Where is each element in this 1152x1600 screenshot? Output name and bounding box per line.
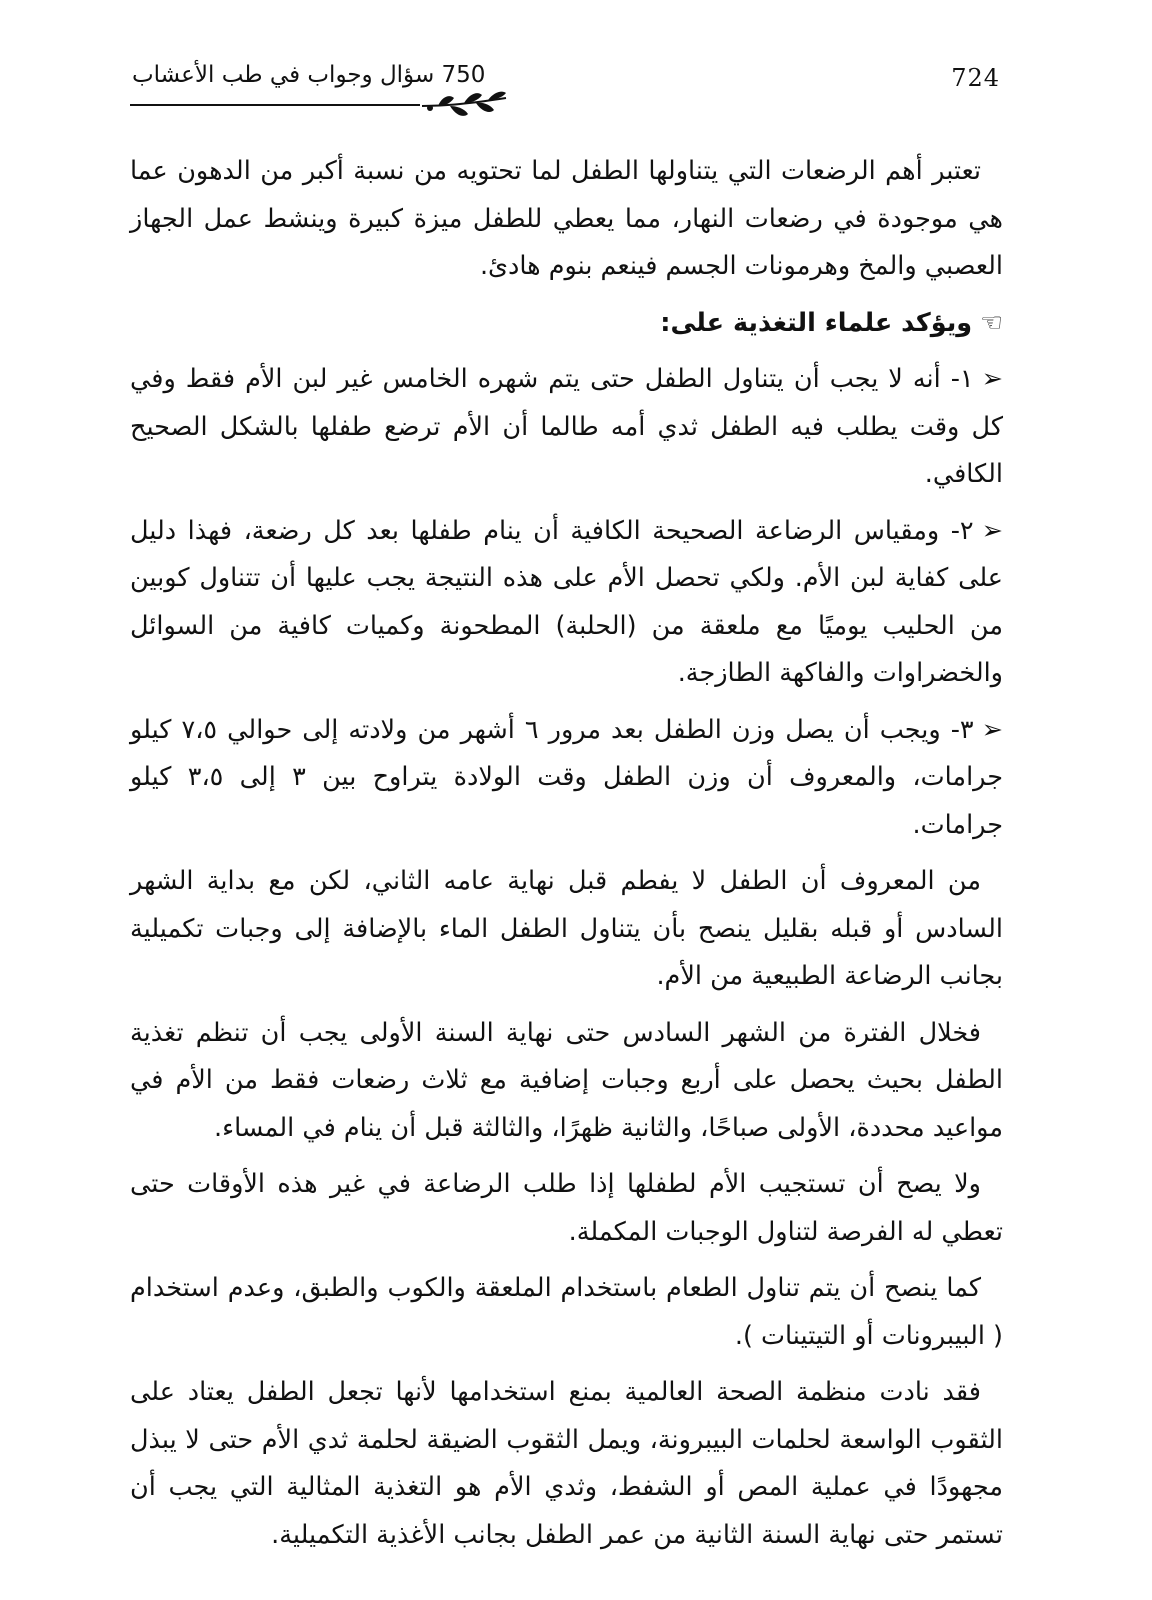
arrowhead-marker-icon: ➢ bbox=[981, 364, 1003, 394]
list-item-2 bbox=[130, 508, 1003, 698]
list-item-1-text: ١- أنه لا يجب أن يتناول الطفل حتى يتم شهره الخامس غير لبن الأم فقط وفي كل وقت يطلب فيه الطفل ثدي أمه طالما أن الأم ترضع طفلها بالشكل الصحيح الكافي. bbox=[130, 364, 1003, 489]
list-item-1 bbox=[130, 356, 1003, 499]
list-item-2-text: ٢- ومقياس الرضاعة الصحيحة الكافية أن ينام طفلها بعد كل رضعة، فهذا دليل على كفاية لبن الأم. ولكي تحصل الأم على هذه النتيجة يجب عليها أن تتناول كوبين من الحليب يوميًا مع ملعقة من (الحلبة) المطحونة وكميات كافية من السوائل والخضراوات والفاكهة الطازجة. bbox=[130, 515, 1003, 688]
paragraph-feeding-times: ولا يصح أن تستجيب الأم لطفلها إذا طلب الرضاعة في غير هذه الأوقات حتى تعطي له الفرصة لتناول الوجبات المكملة. bbox=[130, 1169, 1003, 1247]
list-item-3-text: ٣- ويجب أن يصل وزن الطفل بعد مرور ٦ أشهر من ولادته إلى حوالي ٧،٥ كيلو جرامات، والمعروف أن وزن الطفل وقت الولادة يتراوح بين ٣ إلى ٣،٥ كيلو جرامات. bbox=[130, 714, 1003, 840]
pointing-hand-icon: ☜ bbox=[980, 307, 1003, 338]
paragraph-who-recommendation: فقد نادت منظمة الصحة العالمية بمنع استخدامها لأنها تجعل الطفل يعتاد على الثقوب الواسعة لحلمات البيبرونة، ويمل الثقوب الضيقة لحلمة ثدي الأم حتى لا يبذل مجهودًا في عملية المص أو الشفط، وثدي الأم هو التغذية المثالية التي يجب أن تستمر حتى نهاية السنة الثانية من عمر الطفل بجانب الأغذية التكميلية. bbox=[130, 1377, 1003, 1550]
lead-text: ويؤكد علماء التغذية على: bbox=[660, 307, 973, 338]
arrowhead-marker-icon: ➢ bbox=[981, 515, 1003, 546]
header-rule bbox=[130, 104, 420, 106]
nutritionists-lead bbox=[130, 300, 1003, 348]
leaf-branch-ornament-icon bbox=[420, 88, 510, 124]
arrowhead-marker-icon: ➢ bbox=[981, 714, 1003, 745]
paragraph-utensils: كما ينصح أن يتم تناول الطعام باستخدام الملعقة والكوب والطبق، وعدم استخدام ( البيبرونات أو التيتينات ). bbox=[130, 1273, 1003, 1351]
paragraph-weaning: من المعروف أن الطفل لا يفطم قبل نهاية عامه الثاني، لكن مع بداية الشهر السادس أو قبله بقليل ينصح بأن يتناول الطفل الماء بالإضافة إلى وجبات تكميلية بجانب الرضاعة الطبيعية من الأم. bbox=[130, 866, 1003, 991]
page-header bbox=[130, 62, 1000, 102]
paragraph-night-feeding: تعتبر أهم الرضعات التي يتناولها الطفل لما تحتويه من نسبة أكبر من الدهون عما هي موجودة في رضعات النهار، مما يعطي للطفل ميزة كبيرة وينشط عمل الجهاز العصبي والمخ وهرمونات الجسم فينعم بنوم هادئ. bbox=[130, 156, 1003, 281]
running-title: 750 سؤال وجواب في طب الأعشاب bbox=[132, 62, 486, 88]
page-content bbox=[130, 148, 1003, 1568]
page-number: 724 bbox=[951, 64, 1000, 92]
paragraph-feeding-schedule: فخلال الفترة من الشهر السادس حتى نهاية السنة الأولى يجب أن تنظم تغذية الطفل بحيث يحصل على أربع وجبات إضافية مع ثلاث رضعات فقط من الأم في مواعيد محددة، الأولى صباحًا، والثانية ظهرًا، والثالثة قبل أن ينام في المساء. bbox=[130, 1017, 1003, 1143]
list-item-3 bbox=[130, 707, 1003, 850]
